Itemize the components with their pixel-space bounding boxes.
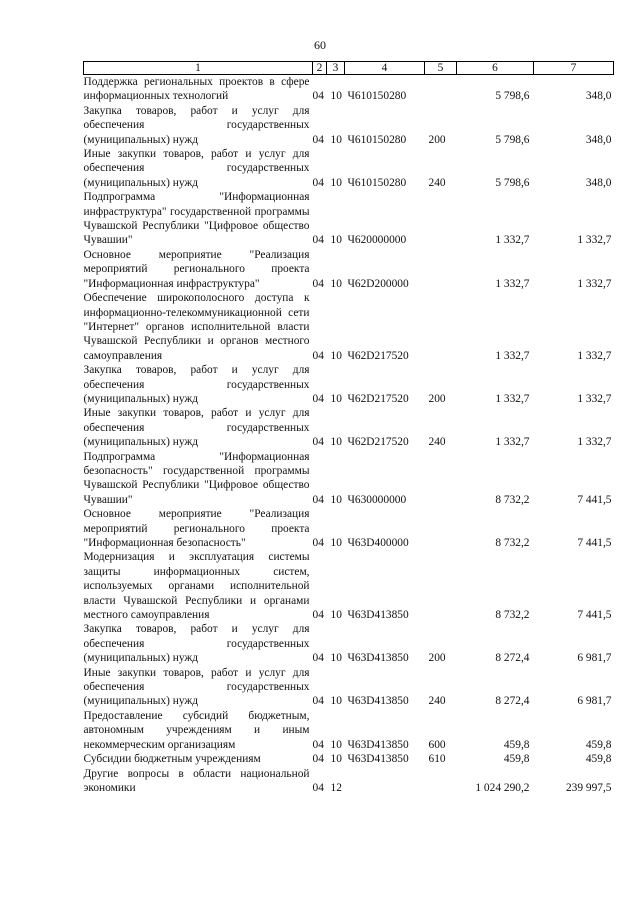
table-row <box>84 75 614 104</box>
table-row <box>84 752 614 766</box>
row-subsection: 10 <box>330 176 342 189</box>
row-section: 04 <box>312 695 324 708</box>
row-target-code <box>345 767 425 796</box>
row-name: Иные закупки товаров, работ и услуг для обеспечения государственных (муниципальных) нужд <box>83 148 310 189</box>
row-section: 04 <box>312 392 324 405</box>
row-expense-type <box>425 767 457 796</box>
row-section: 04 <box>312 90 324 103</box>
row-amount-col6: 8 272,4 <box>495 652 530 665</box>
row-target-code: Ч610150280 <box>347 90 407 103</box>
row-amount-col6: 459,8 <box>503 753 530 766</box>
table-row <box>84 507 614 550</box>
row-name: Основное мероприятие "Реализация мероприятий регионального проекта "Информационная безопасность" <box>83 508 310 549</box>
row-target-code: Ч630000000 <box>347 493 407 506</box>
row-amount-col6: 8 732,2 <box>495 493 530 506</box>
row-amount-col6: 1 332,7 <box>495 234 530 247</box>
header-col-1: 1 <box>84 62 313 75</box>
row-name: Другие вопросы в области национальной экономики <box>83 767 310 794</box>
row-section: 04 <box>312 537 324 549</box>
table-header <box>84 62 614 75</box>
row-target-code: Ч63D413850 <box>347 695 409 708</box>
row-name: Субсидии бюджетным учреждениям <box>83 753 261 766</box>
row-amount-col6: 1 332,7 <box>495 392 530 405</box>
header-col-4: 4 <box>345 62 425 75</box>
row-subsection: 10 <box>330 234 342 247</box>
row-expense-type <box>425 291 457 363</box>
table-row <box>84 450 614 508</box>
row-expense-type <box>425 450 457 508</box>
row-amount-col7: 7 441,5 <box>577 493 612 506</box>
row-amount-col6: 5 798,6 <box>495 133 530 146</box>
row-name: Закупка товаров, работ и услуг для обеспечения государственных (муниципальных) нужд <box>83 623 310 665</box>
row-amount-col7: 348,0 <box>585 90 612 103</box>
row-subsection: 10 <box>330 436 342 449</box>
row-amount-col7: 1 332,7 <box>577 277 612 290</box>
budget-table <box>83 61 614 795</box>
row-subsection: 10 <box>330 652 342 665</box>
row-amount-col6: 5 798,6 <box>495 176 530 189</box>
row-expense-type: 200 <box>428 133 446 146</box>
row-amount-col6: 1 332,7 <box>495 277 530 290</box>
row-amount-col6: 1 332,7 <box>495 349 530 362</box>
table-row <box>84 767 614 796</box>
row-subsection: 10 <box>330 349 342 362</box>
table-row <box>84 291 614 363</box>
row-amount-col7: 459,8 <box>585 738 612 751</box>
row-section: 04 <box>312 493 324 506</box>
row-name: Поддержка региональных проектов в сфере информационных технологий <box>83 76 310 103</box>
row-amount-col7: 7 441,5 <box>577 537 612 549</box>
row-section: 04 <box>312 176 324 189</box>
row-target-code: Ч62D217520 <box>347 392 409 405</box>
row-name: Подпрограмма "Информационная инфраструктура" государственной программы Чувашской Республики "Цифровое общество Чувашии" <box>83 191 310 247</box>
row-name: Закупка товаров, работ и услуг для обеспечения государственных (муниципальных) нужд <box>83 364 310 405</box>
row-subsection: 10 <box>330 90 342 103</box>
table-row <box>84 248 614 291</box>
row-amount-col7: 348,0 <box>585 176 612 189</box>
row-name: Предоставление субсидий бюджетным, автономным учреждениям и иным некоммерческим организациям <box>83 709 310 751</box>
row-target-code: Ч63D413850 <box>347 652 409 665</box>
row-name: Иные закупки товаров, работ и услуг для обеспечения государственных (муниципальных) нужд <box>83 407 310 449</box>
row-subsection: 10 <box>330 738 342 751</box>
table-row <box>84 147 614 190</box>
row-expense-type: 600 <box>428 738 446 751</box>
row-subsection: 10 <box>330 537 342 549</box>
row-subsection: 12 <box>330 781 342 794</box>
row-amount-col7: 1 332,7 <box>577 436 612 449</box>
table-row <box>84 104 614 147</box>
row-expense-type <box>425 75 457 104</box>
row-expense-type: 200 <box>428 392 446 405</box>
row-amount-col7: 1 332,7 <box>577 234 612 247</box>
row-expense-type <box>425 190 457 248</box>
table-body <box>84 75 614 796</box>
row-amount-col7: 7 441,5 <box>577 609 612 622</box>
row-subsection: 10 <box>330 753 342 766</box>
row-target-code: Ч63D400000 <box>347 537 409 549</box>
row-amount-col6: 1 024 290,2 <box>475 781 530 794</box>
row-name: Закупка товаров, работ и услуг для обеспечения государственных (муниципальных) нужд <box>83 104 310 146</box>
row-name: Обеспечение широкополосного доступа к информационно-телекоммуникационной сети "Интернет" органов исполнительной власти Чувашской Республики и органов местного самоуправления <box>83 292 310 362</box>
row-section: 04 <box>312 133 324 146</box>
row-subsection: 10 <box>330 493 342 506</box>
table-row <box>84 709 614 752</box>
row-subsection: 10 <box>330 695 342 708</box>
row-expense-type: 200 <box>428 652 446 665</box>
row-amount-col7: 1 332,7 <box>577 349 612 362</box>
row-subsection: 10 <box>330 277 342 290</box>
row-subsection: 10 <box>330 133 342 146</box>
row-subsection: 10 <box>330 609 342 622</box>
row-amount-col6: 8 732,2 <box>495 609 530 622</box>
row-amount-col7: 459,8 <box>585 753 612 766</box>
row-amount-col7: 1 332,7 <box>577 392 612 405</box>
row-target-code: Ч62D217520 <box>347 349 409 362</box>
table-row <box>84 406 614 449</box>
page-number: 60 <box>314 38 326 52</box>
row-amount-col6: 8 732,2 <box>495 537 530 549</box>
row-expense-type: 240 <box>428 695 446 708</box>
row-name: Модернизация и эксплуатация системы защиты информационных систем, используемых органами исполнительной власти Чувашской Республики и органами местного самоуправления <box>83 551 310 622</box>
row-amount-col7: 6 981,7 <box>577 695 612 708</box>
row-target-code: Ч62D200000 <box>347 277 409 290</box>
table-row <box>84 622 614 665</box>
header-col-6: 6 <box>457 62 534 75</box>
header-col-2: 2 <box>313 62 327 75</box>
header-col-3: 3 <box>327 62 345 75</box>
row-expense-type <box>425 248 457 291</box>
row-target-code: Ч63D413850 <box>347 738 409 751</box>
row-section: 04 <box>312 781 324 794</box>
row-expense-type: 610 <box>428 753 446 766</box>
row-subsection: 10 <box>330 392 342 405</box>
table-row <box>84 190 614 248</box>
row-section: 04 <box>312 349 324 362</box>
row-target-code: Ч620000000 <box>347 234 407 247</box>
row-name: Подпрограмма "Информационная безопасность" государственной программы Чувашской Республики "Цифровое общество Чувашии" <box>83 450 310 506</box>
row-amount-col7: 6 981,7 <box>577 652 612 665</box>
row-expense-type: 240 <box>428 176 446 189</box>
header-col-5: 5 <box>425 62 457 75</box>
row-section: 04 <box>312 436 324 449</box>
row-amount-col6: 1 332,7 <box>495 436 530 449</box>
row-name: Иные закупки товаров, работ и услуг для обеспечения государственных (муниципальных) нужд <box>83 666 310 708</box>
row-target-code: Ч610150280 <box>347 133 407 146</box>
table-row <box>84 550 614 622</box>
row-section: 04 <box>312 652 324 665</box>
row-section: 04 <box>312 753 324 766</box>
row-section: 04 <box>312 609 324 622</box>
row-target-code: Ч63D413850 <box>347 753 409 766</box>
row-section: 04 <box>312 277 324 290</box>
table-row <box>84 666 614 709</box>
row-name: Основное мероприятие "Реализация мероприятий регионального проекта "Информационная инфраструктура" <box>83 248 310 290</box>
row-section: 04 <box>312 738 324 751</box>
row-expense-type <box>425 507 457 550</box>
header-col-7: 7 <box>534 62 614 75</box>
row-amount-col6: 459,8 <box>503 738 530 751</box>
row-target-code: Ч62D217520 <box>347 436 409 449</box>
row-section: 04 <box>312 234 324 247</box>
table-row <box>84 363 614 406</box>
row-amount-col7: 239 997,5 <box>565 781 612 794</box>
row-target-code: Ч610150280 <box>347 176 407 189</box>
row-expense-type <box>425 550 457 622</box>
row-amount-col7: 348,0 <box>585 133 612 146</box>
row-target-code: Ч63D413850 <box>347 609 409 622</box>
row-expense-type: 240 <box>428 436 446 449</box>
row-amount-col6: 5 798,6 <box>495 90 530 103</box>
row-amount-col6: 8 272,4 <box>495 695 530 708</box>
